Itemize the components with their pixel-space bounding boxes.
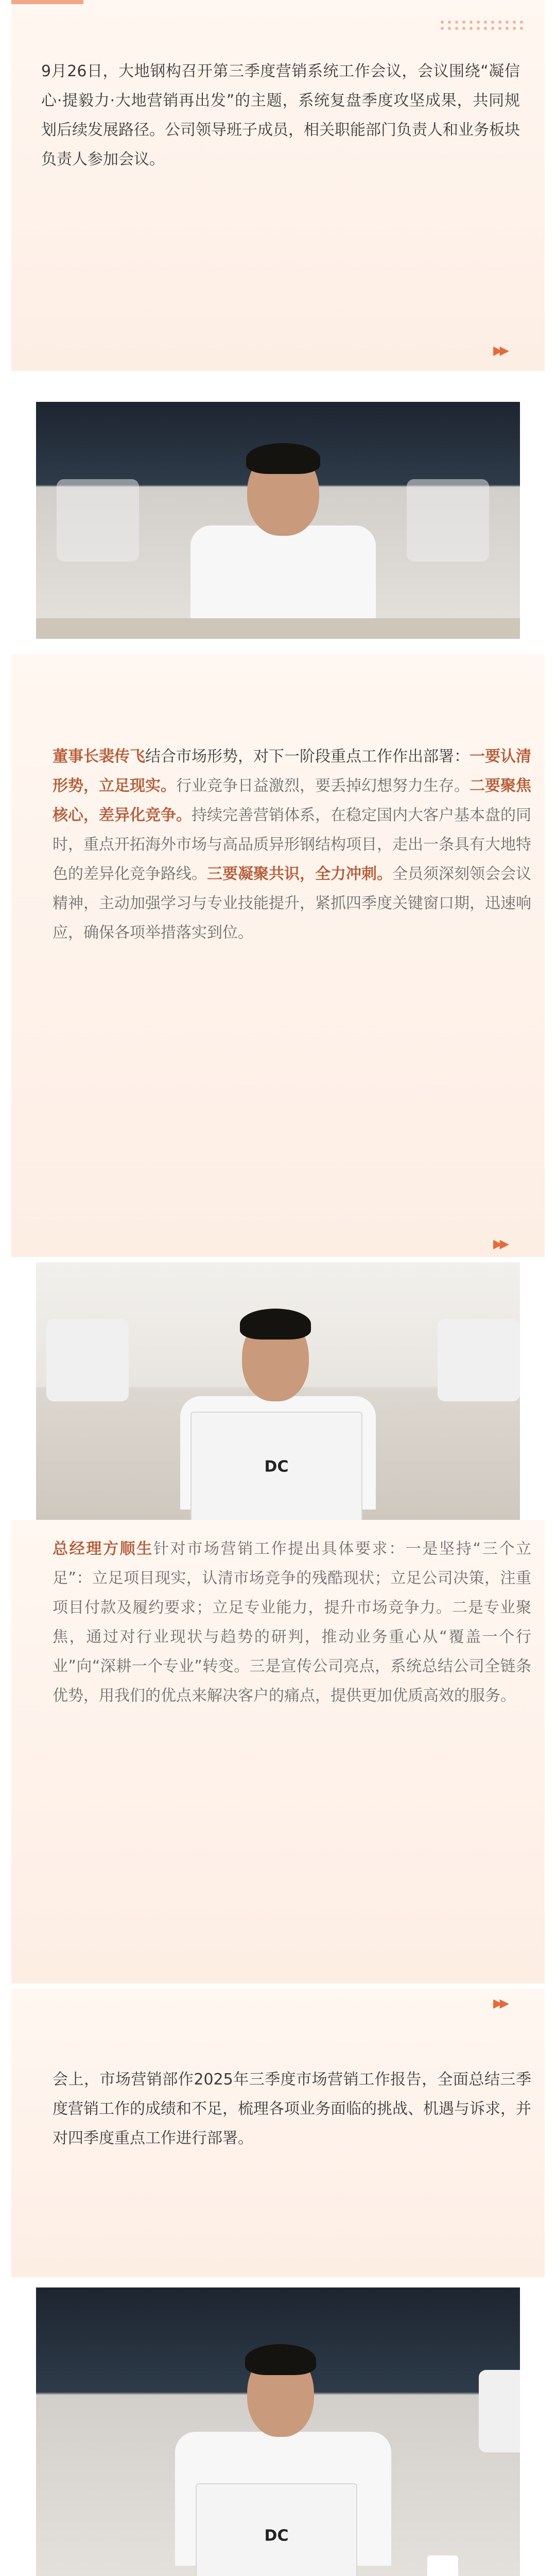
report-card [11, 1989, 545, 2277]
chairman-paragraph: 董事长裴传飞结合市场形势，对下一阶段重点工作作出部署：一要认清形势，立足现实。行业竞争日益激烈，要丢掉幻想努力生存。二要聚焦核心，差异化竞争。持续完善营销体系，在稳定国内大客户基本盘的同时，重点开拓海外市场与高品质异形钢结构项目，走出一条具有大地特色的差异化竞争路线。三要凝聚共识，全力冲刺。全员须深刻领会会议精神，主动加强学习与专业技能提升，紧抓四季度关键窗口期，迅速响应，确保各项举措落实到位。 [53, 748, 531, 942]
meeting-photo-gm [36, 1262, 520, 1520]
gm-card [11, 1520, 545, 1984]
double-chevron-right-icon: ▶▶ [493, 343, 506, 358]
meeting-photo-chairman [36, 402, 520, 639]
gm-paragraph: 总经理方顺生针对市场营销工作提出具体要求：一是坚持“三个立足”：立足项目现实，认清市场竞争的残酷现状；立足公司决策，注重项目付款及履约要求；立足专业能力，提升市场竞争力。二是专业聚焦，通过对行业现状与趋势的研判，推动业务重心从“覆盖一个行业”向“深耕一个专业”转变。三是宣传公司亮点，系统总结公司全链条优势，用我们的优点来解决客户的痛点，提供更加优质高效的服务。 [53, 1540, 532, 1705]
speaker-name: 董事长裴传飞 [53, 748, 145, 766]
report-paragraph: 会上，市场营销部作2025年三季度市场营销工作报告，全面总结三季度营销工作的成绩和不足，梳理各项业务面临的挑战、机遇与诉求，并对四季度重点工作进行部署。 [53, 2071, 531, 2147]
chairman-card [11, 654, 545, 1257]
laptop [190, 1412, 362, 1520]
intro-card [11, 0, 545, 371]
meeting-photo-vicegm [36, 2287, 520, 2576]
double-chevron-right-icon: ▶▶ [493, 1996, 506, 2010]
intro-paragraph: 9月26日，大地钢构召开第三季度营销系统工作会议，会议围绕“凝信心·提毅力·大地营销再出发”的主题，系统复盘季度攻坚成果，共同规划后续发展路径。公司领导班子成员，相关职能部门负责人和业务板块负责人参加会议。 [41, 62, 520, 168]
laptop: DC [196, 2483, 357, 2576]
dot-grid-decoration [441, 21, 524, 30]
laptop-logo: DC [264, 1458, 289, 1476]
speaker-name: 总经理方顺生 [53, 1540, 153, 1558]
double-chevron-right-icon: ▶▶ [493, 1236, 506, 1251]
corner-accent [11, 0, 83, 4]
